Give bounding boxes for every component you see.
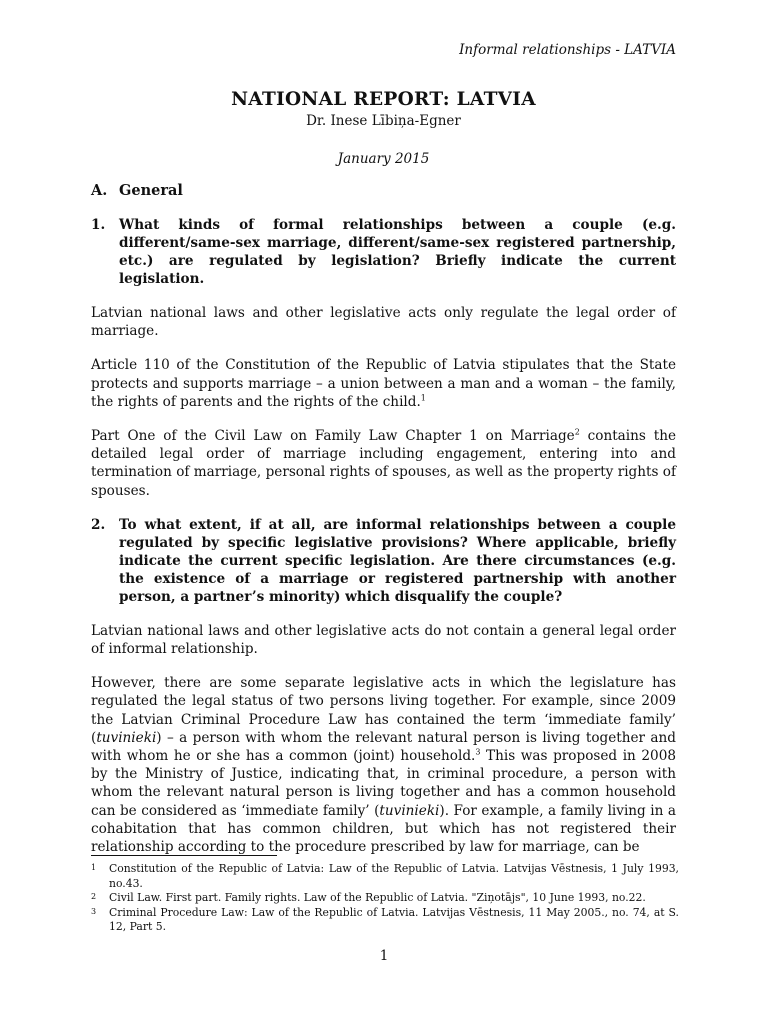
section-heading <box>91 182 676 200</box>
footnotes <box>91 862 679 935</box>
footnote <box>91 906 679 935</box>
paragraph-text: However, there are some separate legislative acts in which the legislature has regulated the legal status of two persons living together. For example, since 2009 the Latvian Criminal Procedure Law has contained the term ‘immediate family’ ( <box>91 675 676 746</box>
author: Dr. Inese Lībiņa-Egner <box>306 113 461 129</box>
question-text: What kinds of formal relationships between a couple (e.g. different/same-sex marriage, different/same-sex registered partnership, etc.) are regulated by legislation? Briefly indicate the current legislation. <box>119 217 676 287</box>
paragraph-text: Part One of the Civil Law on Family Law Chapter 1 on Marriage <box>91 428 575 445</box>
footnote-number: 1 <box>91 863 97 872</box>
footnote-ref-1: 1 <box>420 393 426 403</box>
footnote-divider <box>91 855 277 856</box>
paragraph-2 <box>91 356 676 411</box>
paragraph-5 <box>91 674 676 856</box>
footnote-ref-3: 3 <box>475 747 481 757</box>
section-letter: A. <box>91 182 108 199</box>
page-number: 1 <box>379 948 389 964</box>
footnote-number: 3 <box>91 906 97 916</box>
term-tuvinieki: tuvinieki <box>379 802 440 819</box>
question-number: 2. <box>91 516 106 533</box>
footnote-text: Constitution of the Republic of Latvia: Law of the Republic of Latvia. Latvijas Vēstnesis, 1 July 1993, no.43. <box>109 862 679 890</box>
section-label: General <box>119 182 183 199</box>
paragraph-1: Latvian national laws and other legislative acts only regulate the legal order of marriage. <box>91 305 676 340</box>
paragraph-text: ). For example, a family living in a cohabitation that has common children, but which has not registered their relationship according to the procedure prescribed by law for marriage, can be <box>91 802 676 856</box>
running-header: Informal relationships - LATVIA <box>459 42 676 58</box>
question-2 <box>91 516 676 606</box>
footnote <box>91 891 679 906</box>
paragraph-text: This was proposed in 2008 by the Ministry of Justice, indicating that, in criminal procedure, a person with whom the relevant natural person is living together and has a common household can be considered as ‘immediate family’ ( <box>91 748 676 819</box>
main-content <box>91 88 676 856</box>
paragraph-text: contains the detailed legal order of marriage including engagement, entering into and termination of marriage, personal rights of spouses, as well as the property rights of spouses. <box>91 428 676 499</box>
question-1 <box>91 216 676 288</box>
paragraph-text: ) – a person with whom the relevant natural person is living together and with whom he or she has a common (joint) household. <box>91 729 676 765</box>
paragraph-4: Latvian national laws and other legislative acts do not contain a general legal order of informal relationship. <box>91 622 676 658</box>
paragraph-text: Article 110 of the Constitution of the Republic of Latvia stipulates that the State protects and supports marriage – a union between a man and a woman – the family, the rights of parents and the rights of the child. <box>91 357 676 410</box>
footnote <box>91 862 679 891</box>
report-date: January 2015 <box>337 151 430 167</box>
footnote-ref-2: 2 <box>574 427 580 437</box>
page-title: NATIONAL REPORT: LATVIA <box>231 89 536 110</box>
question-text: To what extent, if at all, are informal relationships between a couple regulated by specific legislative provisions? Where applicable, briefly indicate the current specific legislation. Are there circumstances (e.g. the existence of a marriage or registered partnership with another person, a partner’s minority) which disqualify the couple? <box>119 516 676 605</box>
question-number: 1. <box>91 217 106 233</box>
footnote-number: 2 <box>91 892 97 901</box>
footnote-text: Criminal Procedure Law: Law of the Republic of Latvia. Latvijas Vēstnesis, 11 May 2005., no. 74, at S. 12, Part 5. <box>109 905 679 933</box>
paragraph-3 <box>91 427 676 500</box>
footnote-text: Civil Law. First part. Family rights. Law of the Republic of Latvia. "Ziņotājs", 10 June 1993, no.22. <box>109 891 646 904</box>
term-tuvinieki: tuvinieki <box>96 729 157 746</box>
